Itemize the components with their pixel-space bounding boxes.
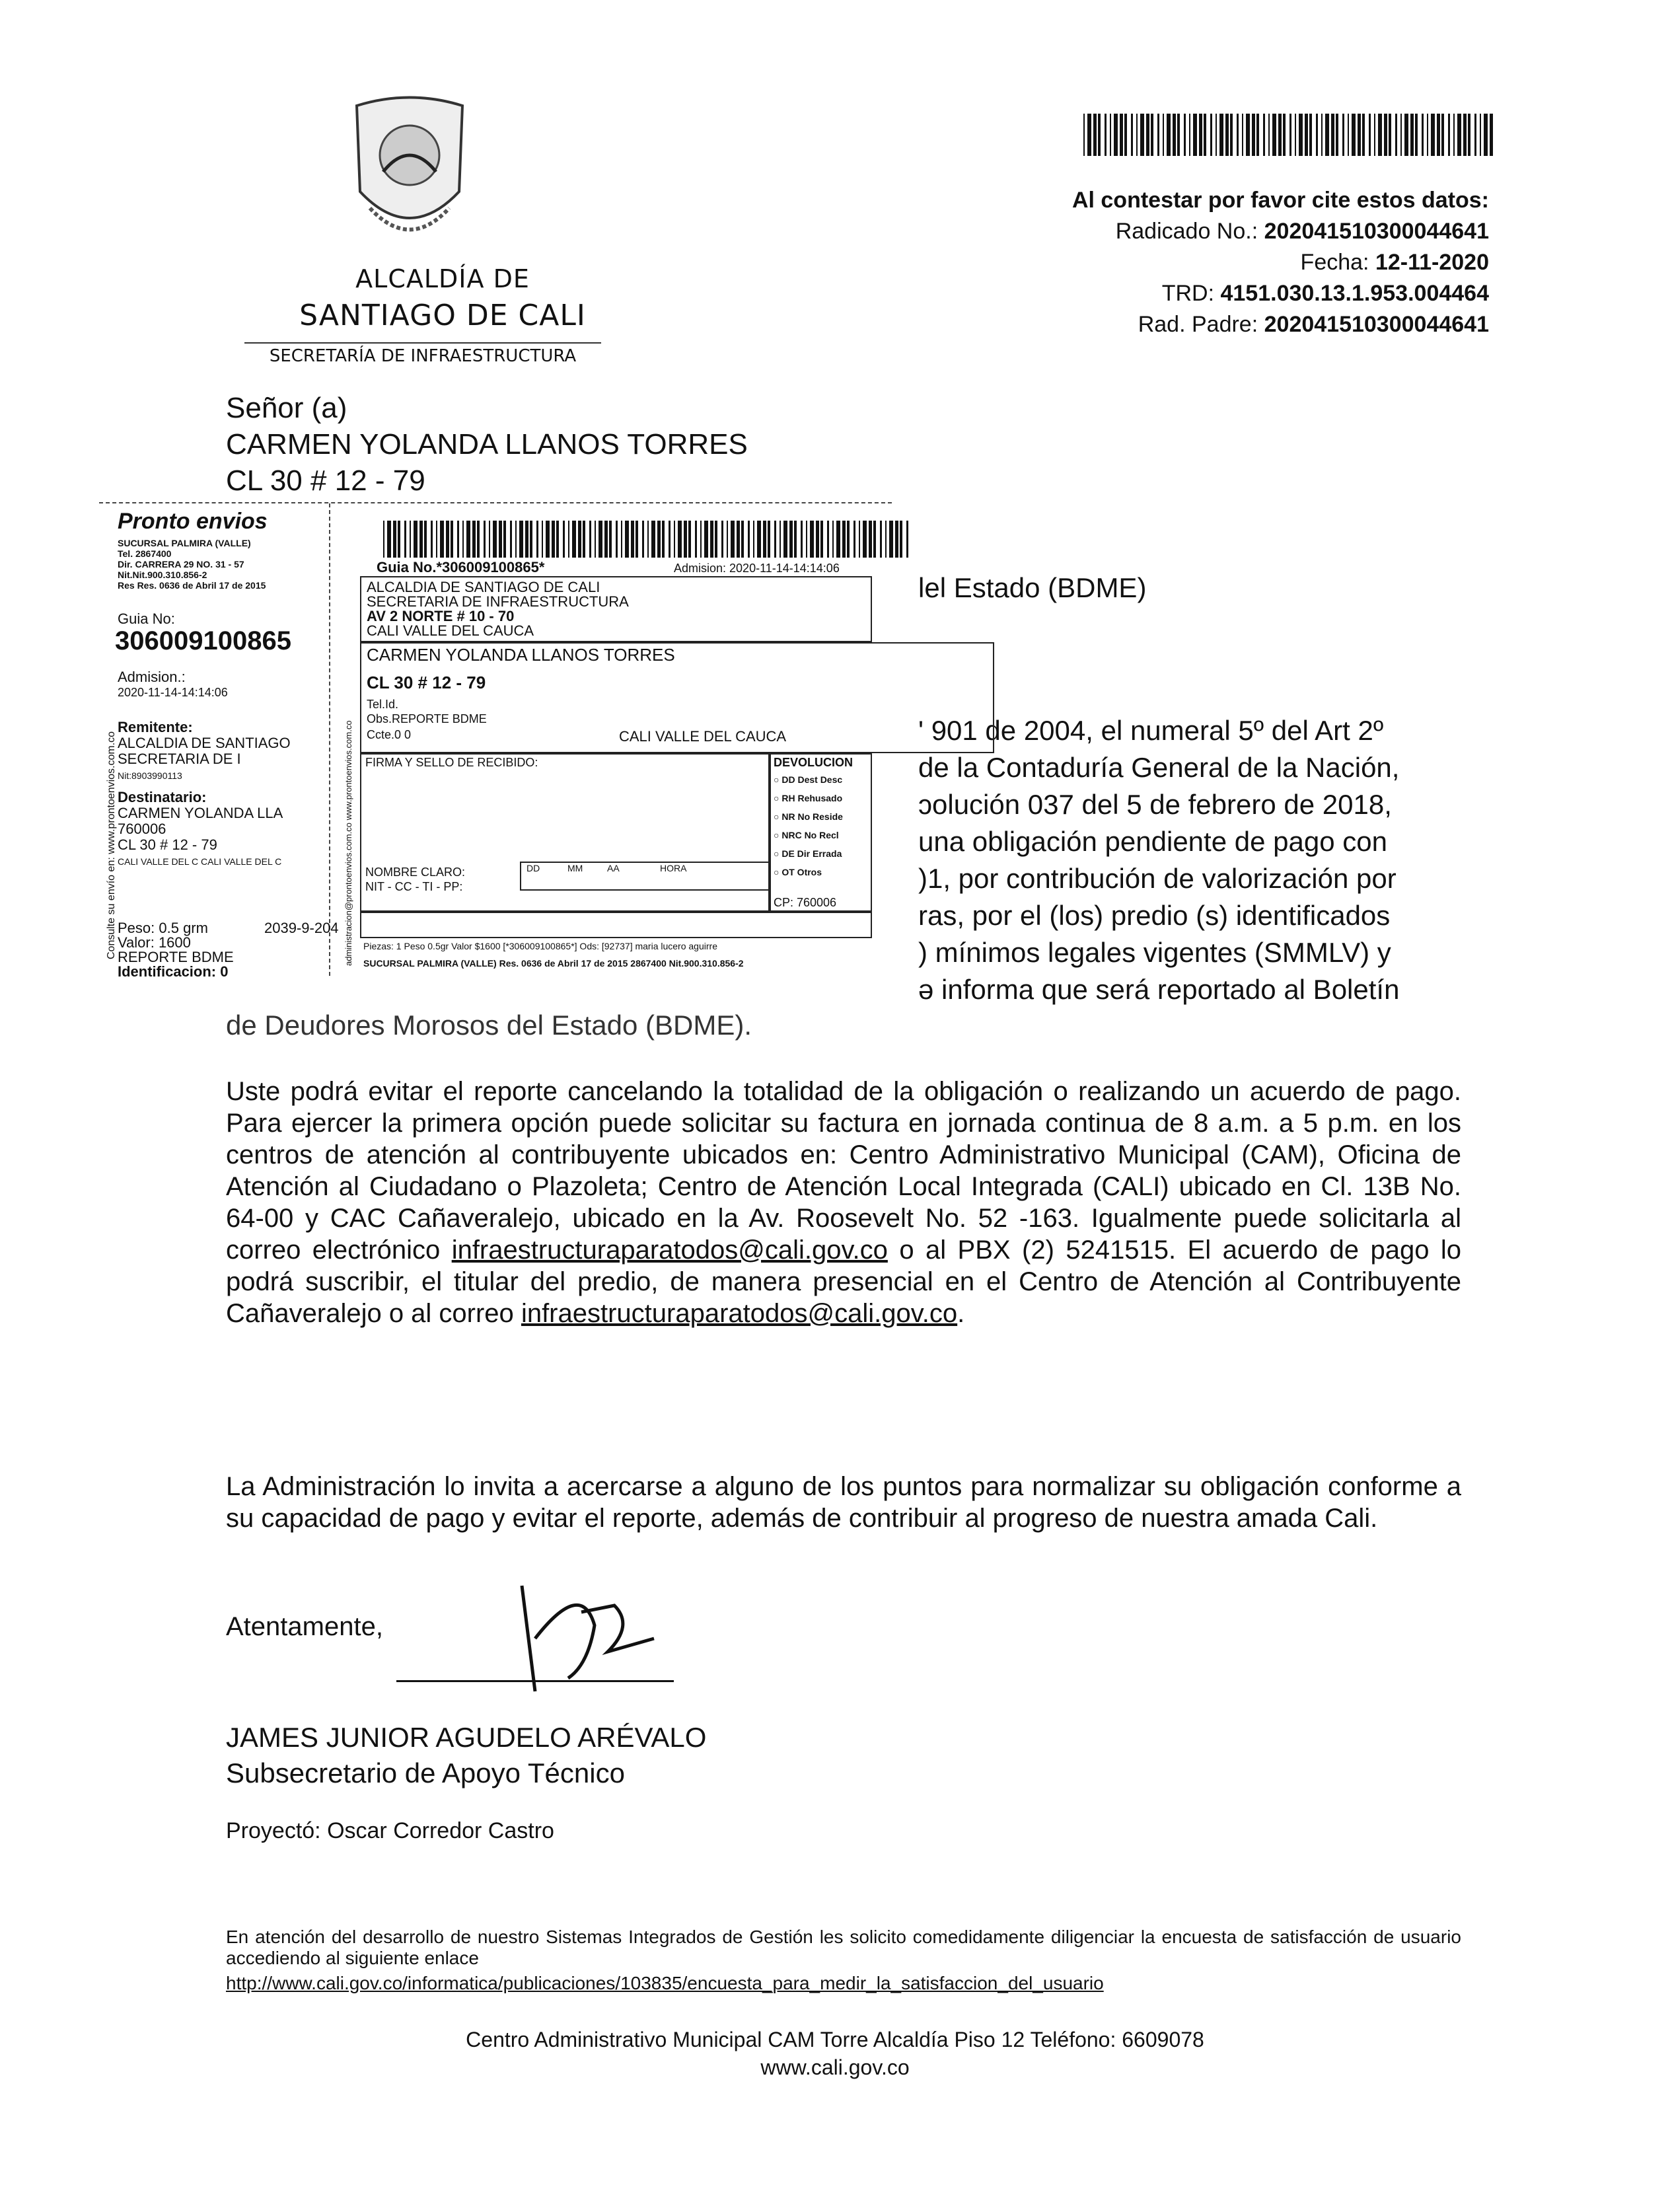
text-fragment-2: de la Contaduría General de la Nación, [918, 752, 1400, 783]
barcode-bar [1268, 114, 1270, 156]
barcode-bar [1358, 114, 1361, 156]
barcode-bar [1321, 114, 1323, 156]
barcode-bar [595, 521, 596, 558]
barcode-bar [688, 521, 691, 558]
barcode-bar [1389, 114, 1391, 156]
nombre-label: NOMBRE CLARO: [365, 866, 466, 879]
barcode-bar [457, 521, 459, 558]
barcode-bar [678, 521, 682, 558]
barcode-bar [387, 521, 391, 558]
barcode-bar [847, 521, 850, 558]
barcode-bar [1256, 114, 1259, 156]
barcode-bar [493, 521, 497, 558]
barcode-bar [451, 521, 453, 558]
barcode-bar [647, 521, 649, 558]
prepared-by: Proyectó: Oscar Corredor Castro [226, 1818, 554, 1843]
barcode-bar [737, 521, 740, 558]
devolucion-label: DEVOLUCION [774, 756, 853, 769]
stub-side-text: Consulte su envío en: www.prontoenvios.com.co [106, 731, 117, 959]
hora-label: HORA [660, 863, 687, 873]
barcode-bar [1219, 114, 1223, 156]
from-l2: SECRETARIA DE INFRAESTRUCTURA [367, 593, 629, 610]
barcode-bar [393, 521, 396, 558]
barcode-bar [1316, 114, 1318, 156]
radicado-value: 202041510300044641 [1264, 219, 1489, 244]
barcode-bar [1374, 114, 1375, 156]
from-l3: AV 2 NORTE # 10 - 70 [367, 608, 515, 624]
barcode-bar [1252, 114, 1255, 156]
devolucion-option: ○ NRC No Recl [774, 830, 839, 840]
barcode-bar [462, 521, 464, 558]
barcode-bar [424, 521, 427, 558]
stub-remitente-label: Remitente: [118, 719, 193, 735]
stub-fecha-venc: 2039-9-204 [264, 920, 339, 936]
barcode-bar [832, 521, 834, 558]
barcode-bar [1110, 114, 1111, 156]
barcode-bar [741, 521, 744, 558]
radicado-label: Radicado No.: [1115, 219, 1258, 244]
barcode-bar [853, 521, 855, 558]
barcode-bar [466, 521, 470, 558]
survey-link[interactable]: http://www.cali.gov.co/informatica/publicaciones/103835/encuesta_para_medir_la_satisfaccion_del_usuario [226, 1973, 1104, 1993]
barcode-bar [900, 521, 902, 558]
devolucion-box [770, 753, 872, 912]
barcode-bar [1204, 114, 1206, 156]
barcode-bar [1173, 114, 1176, 156]
stub-remitente-nit: Nit:8903990113 [118, 770, 182, 781]
barcode-bar [1114, 114, 1118, 156]
barcode-bar [631, 521, 634, 558]
stub-remitente-l2: SECRETARIA DE I [118, 751, 241, 767]
devolucion-option: ○ OT Otros [774, 867, 822, 877]
barcode-bar [1278, 114, 1282, 156]
footer-website: www.cali.gov.co [760, 2055, 910, 2079]
recipient-name: CARMEN YOLANDA LLANOS TORRES [226, 428, 748, 461]
barcode-bar [1415, 114, 1418, 156]
barcode-bar [783, 521, 787, 558]
barcode-bar [657, 521, 661, 558]
barcode-bar [1395, 114, 1397, 156]
closing-greeting: Atentamente, [226, 1612, 383, 1641]
devolucion-option: ○ DD Dest Desc [774, 774, 843, 785]
recipient-block [226, 390, 748, 499]
handwritten-signature [502, 1566, 700, 1711]
barcode-bar [436, 521, 437, 558]
barcode-bar [1087, 114, 1091, 156]
survey-note: En atención del desarrollo de nuestro Sistemas Integrados de Gestión les solicito comedidamente diligenciar la encuesta de satisfacción de usuario accediendo al siguiente enlace [226, 1927, 1461, 1968]
barcode-bar [1136, 114, 1138, 156]
barcode-bar [542, 521, 543, 558]
barcode-bar [1295, 114, 1296, 156]
barcode-bar [1120, 114, 1123, 156]
aa-label: AA [607, 863, 620, 873]
barcode-bar [1480, 114, 1481, 156]
barcode-bar [1422, 114, 1424, 156]
barcode-bar [404, 521, 406, 558]
barcode-bar [609, 521, 612, 558]
barcode-bar [1362, 114, 1365, 156]
barcode-bar [651, 521, 655, 558]
rad-padre-value: 202041510300044641 [1264, 312, 1489, 337]
barcode-bar [895, 521, 898, 558]
barcode-bar [604, 521, 608, 558]
barcode-bar [768, 521, 770, 558]
body-p1-text: Uste podrá evitar el reporte cancelando la totalidad de la obligación o realizando un acuerdo de pago. Para ejercer la primera opción puede solicitar su factura en jornada continua de 8 a.m. a 5 p.m. en los centros de atención al contribuyente ubicados en: Centro Administrativo Municipal (CAM), Oficina de Atención al Ciudadano o Plazoleta; Centro de Atención Local Integrada (CALI) ubicado en Cl. 13B No. 64-00 y CAC Cañaveralejo, ubicado en la Av. Roosevelt No. 52 -163. Igualmente puede solicitarla al correo electrónico [226, 1077, 1461, 1265]
barcode-bar [869, 521, 872, 558]
barcode-bar [1140, 114, 1144, 156]
barcode-bar [1400, 114, 1402, 156]
signature-line [396, 1680, 674, 1682]
barcode-bar [525, 521, 528, 558]
text-fragment-5: )1, por contribución de valorización por [918, 863, 1397, 894]
main-admision: Admision: 2020-11-14-14:14:06 [674, 562, 840, 575]
barcode-bar [1336, 114, 1338, 156]
barcode-bar [1378, 114, 1382, 156]
barcode-bar [880, 521, 882, 558]
fecha-value: 12-11-2020 [1375, 250, 1489, 275]
barcode-bar [1216, 114, 1217, 156]
barcode-bar [583, 521, 585, 558]
barcode-bar [515, 521, 517, 558]
to-ccte: Ccte.0 0 [367, 728, 412, 741]
barcode-bar [1484, 114, 1488, 156]
barcode-bar [731, 521, 735, 558]
dd-label: DD [526, 863, 540, 873]
barcode-bar [1283, 114, 1286, 156]
barcode-bar [836, 521, 840, 558]
barcode-bar [1289, 114, 1291, 156]
stub-admision-value: 2020-11-14-14:14:06 [118, 686, 228, 699]
barcode-bar [419, 521, 423, 558]
stub-peso: Peso: 0.5 grm [118, 920, 208, 936]
barcode-top [1083, 114, 1493, 156]
barcode-bar [885, 521, 887, 558]
barcode-bar [563, 521, 565, 558]
salutation: Señor (a) [226, 392, 347, 424]
stub-admision-label: Admision.: [118, 669, 186, 685]
stub-dest-l4: CALI VALLE DEL C CALI VALLE DEL C [118, 856, 282, 867]
barcode-bar [1193, 114, 1197, 156]
barcode-bar [669, 521, 671, 558]
barcode-bar [568, 521, 569, 558]
barcode-bar [1453, 114, 1455, 156]
barcode-bar [727, 521, 728, 558]
barcode-bar [383, 521, 384, 558]
stub-dest-l3: CL 30 # 12 - 79 [118, 836, 217, 853]
stub-guia-label: Guia No: [118, 610, 175, 627]
barcode-bar [1263, 114, 1265, 156]
barcode-bar [446, 521, 449, 558]
rad-padre-label: Rad. Padre: [1138, 312, 1258, 337]
barcode-bar [572, 521, 576, 558]
sender-box [360, 576, 872, 642]
barcode-bar [578, 521, 581, 558]
signature-box [360, 753, 770, 912]
stub-dest-l1: CARMEN YOLANDA LLA [118, 805, 283, 821]
stub-remitente-l1: ALCALDIA DE SANTIAGO [118, 735, 291, 751]
stub-tel: Tel. 2867400 [118, 548, 172, 559]
barcode-bar [1468, 114, 1470, 156]
courier-stub [106, 503, 339, 980]
barcode-bar [1242, 114, 1243, 156]
barcode-bar [842, 521, 846, 558]
cp-label: CP: 760006 [774, 896, 837, 909]
barcode-courier [383, 521, 912, 558]
stub-guia-value: 306009100865 [115, 626, 291, 655]
main-guia: Guia No.*306009100865* [377, 559, 545, 575]
barcode-bar [431, 521, 433, 558]
subject-fragment: lel Estado (BDME) [918, 572, 1147, 603]
barcode-bar [1342, 114, 1344, 156]
barcode-bar [599, 521, 602, 558]
barcode-bar [621, 521, 622, 558]
stub-sucursal: SUCURSAL PALMIRA (VALLE) [118, 538, 251, 548]
barcode-bar [704, 521, 708, 558]
pieces-row [360, 912, 872, 938]
body-p1b-text: o al PBX (2) 5241515. El acuerdo de pago lo podrá suscribir, el titular del predio, de manera presencial en el Centro de Atención al Contribuyente Cañaveralejo o al correo [226, 1235, 1462, 1328]
barcode-bar [616, 521, 618, 558]
barcode-bar [642, 521, 644, 558]
barcode-bar [662, 521, 665, 558]
barcode-bar [1210, 114, 1212, 156]
text-fragment-7: ) mínimos legales vigentes (SMMLV) y [918, 937, 1391, 968]
courier-logo: Pronto envios [118, 509, 268, 534]
to-l2: CL 30 # 12 - 79 [367, 673, 486, 692]
barcode-bar [757, 521, 761, 558]
barcode-bar [1325, 114, 1329, 156]
nit-cc-label: NIT - CC - TI - PP: [365, 880, 463, 893]
barcode-bar [859, 521, 860, 558]
barcode-bar [503, 521, 506, 558]
reference-block [1072, 185, 1489, 340]
barcode-bar [398, 521, 400, 558]
email-link-2[interactable]: infraestructuraparatodos@cali.gov.co [521, 1299, 958, 1328]
entity-line-2: SANTIAGO DE CALI [299, 299, 586, 332]
barcode-bar [710, 521, 713, 558]
barcode-bar [1448, 114, 1450, 156]
barcode-bar [1441, 114, 1444, 156]
barcode-bar [674, 521, 675, 558]
barcode-bar [774, 521, 776, 558]
barcode-bar [748, 521, 750, 558]
barcode-bar [1352, 114, 1356, 156]
barcode-bar [625, 521, 629, 558]
devolucion-option: ○ NR No Reside [774, 811, 843, 822]
barcode-bar [721, 521, 723, 558]
barcode-bar [1151, 114, 1153, 156]
barcode-bar [827, 521, 829, 558]
barcode-bar [1230, 114, 1233, 156]
barcode-bar [477, 521, 480, 558]
stub-destinatario-label: Destinatario: [118, 789, 207, 805]
barcode-bar [635, 521, 638, 558]
barcode-bar [1163, 114, 1164, 156]
barcode-bar [873, 521, 876, 558]
barcode-bar [1105, 114, 1107, 156]
devolucion-option: ○ DE Dir Errada [774, 848, 842, 859]
signer-title: Subsecretario de Apoyo Técnico [226, 1757, 625, 1788]
to-l1: CARMEN YOLANDA LLANOS TORRES [367, 645, 675, 665]
signer-name: JAMES JUNIOR AGUDELO ARÉVALO [226, 1722, 707, 1753]
barcode-bar [1199, 114, 1202, 156]
from-l1: ALCALDIA DE SANTIAGO DE CALI [367, 579, 600, 595]
barcode-bar [816, 521, 819, 558]
barcode-bar [499, 521, 502, 558]
barcode-bar [1348, 114, 1349, 156]
stub-reporte: REPORTE BDME [118, 949, 234, 965]
barcode-bar [1331, 114, 1334, 156]
barcode-bar [1410, 114, 1414, 156]
barcode-bar [1167, 114, 1171, 156]
to-city: CALI VALLE DEL CAUCA [619, 728, 787, 745]
barcode-bar [1124, 114, 1127, 156]
main-side-text: administracion@prontoenvios.com.co www.prontoenvios.com.co [344, 720, 353, 966]
text-fragment-4: una obligación pendiente de pago con [918, 826, 1387, 857]
reference-heading: Al contestar por favor cite estos datos: [1071, 188, 1489, 213]
barcode-bar [530, 521, 532, 558]
barcode-bar [906, 521, 908, 558]
barcode-bar [552, 521, 555, 558]
barcode-bar [1083, 114, 1085, 156]
courier-bottom-line: SUCURSAL PALMIRA (VALLE) Res. 0636 de Abril 17 de 2015 2867400 Nit.900.310.856-2 [363, 958, 744, 969]
stub-identificacion: Identificacion: 0 [118, 963, 229, 980]
barcode-bar [780, 521, 781, 558]
barcode-bar [1184, 114, 1186, 156]
barcode-bar [1309, 114, 1312, 156]
barcode-bar [820, 521, 823, 558]
fecha-label: Fecha: [1300, 250, 1369, 275]
from-l4: CALI VALLE DEL CAUCA [367, 622, 534, 639]
barcode-bar [684, 521, 687, 558]
to-tel: Tel.Id. [367, 698, 399, 711]
barcode-bar [472, 521, 476, 558]
barcode-bar [556, 521, 559, 558]
firma-label: FIRMA Y SELLO DE RECIBIDO: [365, 756, 538, 769]
barcode-bar [806, 521, 807, 558]
barcode-bar [410, 521, 411, 558]
text-fragment-6: ras, por el (los) predio (s) identificados [918, 900, 1391, 931]
barcode-bar [1189, 114, 1190, 156]
barcode-bar [1131, 114, 1133, 156]
barcode-bar [1490, 114, 1493, 156]
footer-address: Centro Administrativo Municipal CAM Torre Alcaldía Piso 12 Teléfono: 6609078 [466, 2028, 1204, 2051]
barcode-bar [753, 521, 754, 558]
barcode-bar [484, 521, 486, 558]
barcode-bar [1272, 114, 1276, 156]
recipient-address: CL 30 # 12 - 79 [226, 464, 425, 497]
barcode-bar [763, 521, 766, 558]
text-fragment-3: ɔolución 037 del 5 de febrero de 2018, [918, 789, 1392, 820]
barcode-bar [1146, 114, 1149, 156]
barcode-bar [810, 521, 814, 558]
barcode-bar [510, 521, 512, 558]
barcode-bar [889, 521, 893, 558]
stub-res: Res Res. 0636 de Abril 17 de 2015 [118, 580, 266, 591]
barcode-bar [440, 521, 444, 558]
barcode-bar [589, 521, 591, 558]
entity-line-1: ALCALDÍA DE [355, 264, 530, 293]
entity-line-3: SECRETARÍA DE INFRAESTRUCTURA [244, 342, 601, 366]
text-fragment-8: ə informa que será reportado al Boletín [918, 974, 1400, 1005]
barcode-bar [1299, 114, 1303, 156]
coat-of-arms-seal [344, 92, 476, 251]
barcode-bar [1246, 114, 1250, 156]
email-link-1[interactable]: infraestructuraparatodos@cali.gov.co [451, 1235, 888, 1265]
stub-dest-l2: 760006 [118, 821, 166, 837]
barcode-bar [414, 521, 418, 558]
body-p1c-text: . [957, 1299, 965, 1328]
trd-label: TRD: [1161, 281, 1215, 306]
text-fragment-9: de Deudores Morosos del Estado (BDME). [226, 1010, 752, 1041]
barcode-bar [1427, 114, 1428, 156]
barcode-bar [1384, 114, 1387, 156]
barcode-bar [1404, 114, 1408, 156]
devolucion-option: ○ RH Rehusado [774, 793, 843, 803]
barcode-bar [695, 521, 697, 558]
body-paragraph-1 [226, 1076, 1461, 1329]
barcode-bar [489, 521, 490, 558]
barcode-bar [794, 521, 797, 558]
barcode-bar [1474, 114, 1476, 156]
barcode-bar [801, 521, 803, 558]
text-fragment-1: ' 901 de 2004, el numeral 5º del Art 2º [918, 715, 1384, 746]
barcode-bar [1305, 114, 1308, 156]
to-obs: Obs.REPORTE BDME [367, 712, 487, 725]
body-paragraph-2: La Administración lo invita a acercarse a alguno de los puntos para normalizar su obligación conforme a su capacidad de pago y evitar el reporte, además de contribuir al progreso de nuestra amada Cali. [226, 1472, 1461, 1533]
mm-label: MM [567, 863, 583, 873]
barcode-bar [1237, 114, 1239, 156]
barcode-bar [1157, 114, 1159, 156]
barcode-bar [1457, 114, 1461, 156]
barcode-bar [863, 521, 867, 558]
barcode-bar [700, 521, 702, 558]
barcode-bar [1225, 114, 1229, 156]
barcode-bar [1177, 114, 1180, 156]
courier-receipt-stamp [99, 502, 892, 986]
barcode-bar [1431, 114, 1435, 156]
barcode-bar [715, 521, 717, 558]
stub-valor: Valor: 1600 [118, 934, 191, 951]
trd-value: 4151.030.13.1.953.004464 [1220, 281, 1489, 306]
barcode-bar [546, 521, 550, 558]
stub-dir: Dir. CARRERA 29 NO. 31 - 57 [118, 559, 244, 570]
barcode-bar [1093, 114, 1097, 156]
stub-nit: Nit.Nit.900.310.856-2 [118, 570, 207, 580]
barcode-bar [1369, 114, 1371, 156]
barcode-bar [519, 521, 523, 558]
piezas-line: Piezas: 1 Peso 0.5gr Valor $1600 [*306009100865*] Ods: [92737] maria lucero aguirre [363, 941, 717, 951]
barcode-bar [536, 521, 538, 558]
barcode-bar [1098, 114, 1101, 156]
barcode-bar [1463, 114, 1467, 156]
addressee-box [360, 642, 994, 753]
date-box [520, 862, 770, 891]
barcode-bar [789, 521, 793, 558]
barcode-bar [1437, 114, 1440, 156]
